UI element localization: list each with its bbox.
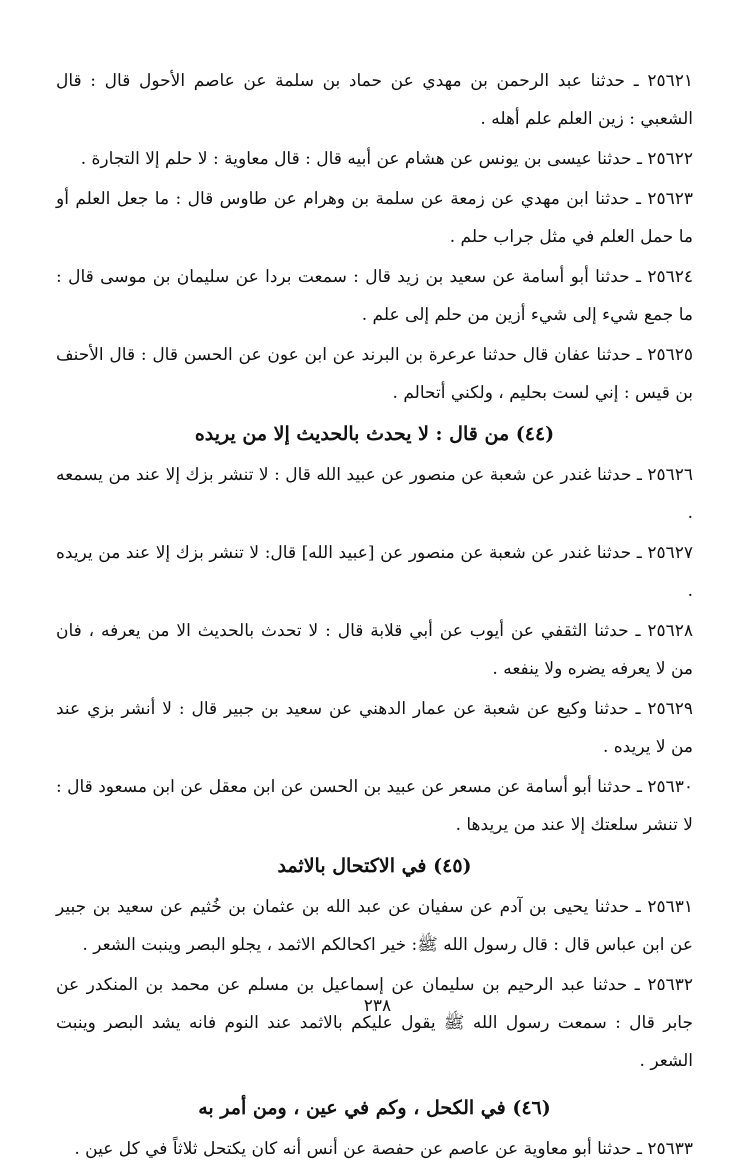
hadith-entry-25626: ٢٥٦٢٦ ـ حدثنا غندر عن شعبة عن منصور عن عبيد الله قال : لا تنشر بزك إلا عند من يسمعه . — [56, 465, 693, 523]
hadith-entry-25624: ٢٥٦٢٤ ـ حدثنا أبو أسامة عن سعيد بن زيد قال : سمعت بردا عن سليمان بن موسى قال : ما جمع شيء إلى شيء أزين من حلم إلى علم . — [56, 267, 693, 325]
hadith-entry-25622: ٢٥٦٢٢ ـ حدثنا عيسى بن يونس عن هشام عن أبيه قال : قال معاوية : لا حلم إلا التجارة . — [80, 149, 693, 169]
chapter-heading-46: (٤٦) في الكحل ، وكم في عين ، ومن أمر به — [198, 1097, 551, 1119]
chapter-heading-45: (٤٥) في الاكتحال بالاثمد — [277, 855, 472, 877]
chapter-heading-44: (٤٤) من قال : لا يحدث بالحديث إلا من يريده — [194, 423, 555, 445]
hadith-entry-25628: ٢٥٦٢٨ ـ حدثنا الثقفي عن أيوب عن أبي قلابة قال : لا تحدث بالحديث الا من يعرفه ، فان من لا يعرفه يضره ولا ينفعه . — [56, 621, 693, 679]
page-number: ٢٣٨ — [363, 996, 392, 1016]
hadith-entry-25633: ٢٥٦٣٣ ـ حدثنا أبو معاوية عن عاصم عن حفصة عن أنس أنه كان يكتحل ثلاثاً في كل عين . — [74, 1139, 693, 1159]
hadith-entry-25621: ٢٥٦٢١ ـ حدثنا عبد الرحمن بن مهدي عن حماد بن سلمة عن عاصم الأحول قال : قال الشعبي : زين العلم علم أهله . — [56, 71, 693, 129]
hadith-entry-25629: ٢٥٦٢٩ ـ حدثنا وكيع عن شعبة عن عمار الدهني عن سعيد بن جبير قال : لا أنشر بزي عند من لا يريده . — [56, 699, 693, 757]
hadith-entry-25623: ٢٥٦٢٣ ـ حدثنا ابن مهدي عن زمعة عن سلمة بن وهرام عن طاوس قال : ما جعل العلم أو ما حمل العلم في مثل جراب حلم . — [56, 189, 693, 247]
hadith-entry-25630: ٢٥٦٣٠ ـ حدثنا أبو أسامة عن مسعر عن عبيد بن الحسن عن ابن معقل عن ابن مسعود قال : لا تنشر سلعتك إلا عند من يريدها . — [56, 777, 694, 835]
hadith-entry-25631: ٢٥٦٣١ ـ حدثنا يحيى بن آدم عن سفيان عن عبد الله بن عثمان بن خُثيم عن سعيد بن جبير عن ابن عباس قال : قال رسول الله ﷺ: خير اكحالكم الاثمد ، يجلو البصر وينبت الشعر . — [56, 897, 693, 955]
hadith-entry-25627: ٢٥٦٢٧ ـ حدثنا غندر عن شعبة عن منصور عن [عبيد الله] قال: لا تنشر بزك إلا عند من يريده . — [56, 543, 693, 601]
hadith-entry-25625: ٢٥٦٢٥ ـ حدثنا عفان قال حدثنا عرعرة بن البرند عن ابن عون عن الحسن قال : قال الأحنف بن قيس : إني لست بحليم ، ولكني أتحالم . — [56, 345, 693, 403]
hadith-entry-25632: ٢٥٦٣٢ ـ حدثنا عبد الرحيم بن سليمان عن إسماعيل بن مسلم عن محمد بن المنكدر عن جابر قال : سمعت رسول الله ﷺ يقول عليكم بالاثمد عند النوم فانه يشد البصر وينبت الشعر . — [56, 975, 693, 1071]
